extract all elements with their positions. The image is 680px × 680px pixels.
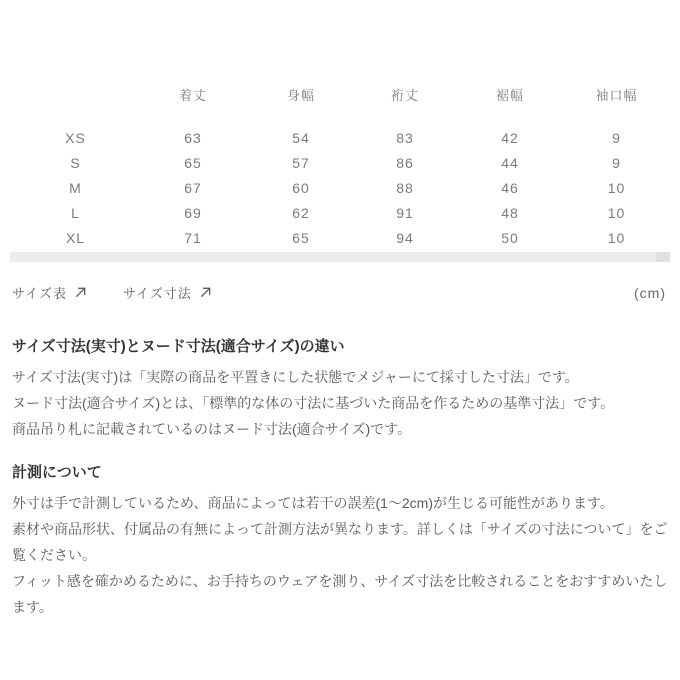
size-dimensions-link-label: サイズ寸法 <box>122 286 192 301</box>
arrow-up-right-icon <box>74 286 87 299</box>
header-body-width: 身幅 <box>286 88 315 103</box>
section-heading: サイズ寸法(実寸)とヌード寸法(適合サイズ)の違い <box>12 338 345 355</box>
size-chart-table <box>14 88 670 251</box>
cell-value: 57 <box>292 155 310 171</box>
cell-value: 88 <box>396 180 414 196</box>
cell-value: 67 <box>184 180 202 196</box>
table-row <box>14 151 670 176</box>
section-text-line: 商品吊り札に記載されているのはヌード寸法(適合サイズ)です。 <box>12 421 412 437</box>
cell-value: 69 <box>184 205 202 221</box>
cell-value: 10 <box>607 205 626 221</box>
header-body-length: 着丈 <box>178 88 207 103</box>
arrow-up-right-icon <box>199 286 212 299</box>
cell-value: 44 <box>501 155 519 171</box>
section-text-line: サイズ寸法(実寸)は「実際の商品を平置きにした状態でメジャーにて採寸した寸法」です。 <box>12 369 579 385</box>
horizontal-scrollbar[interactable] <box>10 252 670 262</box>
size-chart-link[interactable] <box>12 283 87 302</box>
section-measurement <box>12 464 668 620</box>
section-text-line: ヌード寸法(適合サイズ)とは、「標準的な体の寸法に基づいた商品を作るための基準寸法」です。 <box>12 395 615 411</box>
size-label: S <box>70 155 81 171</box>
section-text-line: 素材や商品形状、付属品の有無によって計測方法が異なります。詳しくは「サイズの寸法について」をご覧ください。 <box>12 521 668 563</box>
size-label: XS <box>65 130 86 146</box>
unit-label: (cm) <box>634 284 666 301</box>
size-chart-header-row <box>14 88 670 104</box>
cell-value: 46 <box>501 180 519 196</box>
cell-value: 48 <box>501 205 519 221</box>
cell-value: 65 <box>292 230 310 246</box>
cell-value: 63 <box>184 130 202 146</box>
size-label: XL <box>65 230 86 246</box>
cell-value: 10 <box>607 180 626 196</box>
cell-value: 65 <box>184 155 202 171</box>
section-text-line: フィット感を確かめるために、お手持ちのウェアを測り、サイズ寸法を比較されることをおすすめいたします。 <box>12 573 668 615</box>
section-text-line: 外寸は手で計測しているため、商品によっては若干の誤差(1〜2cm)が生じる可能性があります。 <box>12 495 614 511</box>
links-row <box>12 283 666 302</box>
cell-value: 54 <box>292 130 310 146</box>
table-row <box>14 201 670 226</box>
size-chart-link-label: サイズ表 <box>12 286 67 301</box>
cell-value: 71 <box>184 230 202 246</box>
header-size-spacer <box>14 88 137 104</box>
cell-value: 60 <box>292 180 310 196</box>
cell-value: 50 <box>501 230 519 246</box>
table-row <box>14 126 670 151</box>
header-cuff-width: 袖口幅 <box>595 88 638 103</box>
size-label: L <box>71 205 80 221</box>
table-row <box>14 176 670 201</box>
cell-value: 86 <box>396 155 414 171</box>
header-sleeve-length: 裄丈 <box>390 88 419 103</box>
cell-value: 94 <box>396 230 414 246</box>
cell-value: 9 <box>612 130 621 146</box>
section-size-vs-nude <box>12 338 668 442</box>
cell-value: 62 <box>292 205 310 221</box>
cell-value: 10 <box>607 230 626 246</box>
cell-value: 91 <box>396 205 414 221</box>
table-row <box>14 226 670 251</box>
size-dimensions-link[interactable] <box>123 283 212 302</box>
cell-value: 42 <box>501 130 519 146</box>
section-heading: 計測について <box>12 464 102 481</box>
scrollbar-thumb[interactable] <box>656 252 670 262</box>
header-hem-width: 裾幅 <box>495 88 524 103</box>
cell-value: 9 <box>612 155 621 171</box>
size-label: M <box>69 180 82 196</box>
cell-value: 83 <box>396 130 414 146</box>
